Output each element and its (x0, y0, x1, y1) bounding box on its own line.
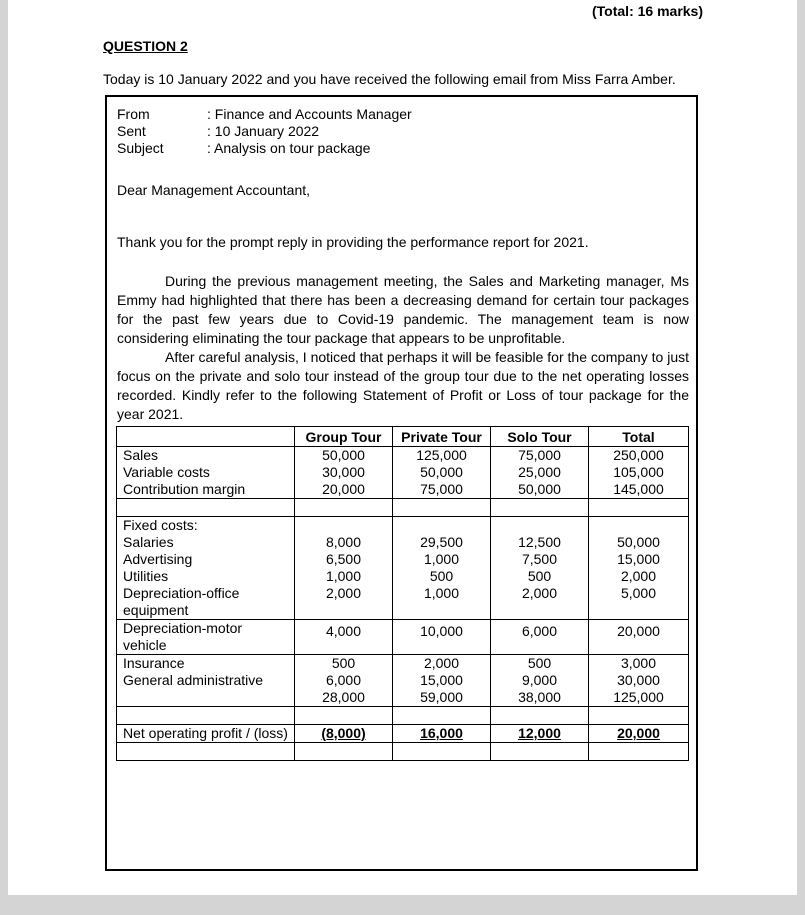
table-header-row (117, 427, 689, 447)
cell-value: 2,000 (423, 655, 460, 671)
cell-value: 50,000 (518, 481, 561, 497)
cell-value: 500 (429, 568, 454, 584)
label-depreciation-motor: Depreciation-motor vehicle (117, 620, 295, 655)
cell-value: 50,000 (617, 534, 660, 550)
page-side-margin-right (797, 0, 805, 915)
email-from-value: : Finance and Accounts Manager (207, 106, 412, 122)
table-row-insurance (117, 655, 689, 707)
group-values (295, 517, 393, 620)
spacer-cell (117, 499, 295, 517)
cell-value: 7,500 (521, 551, 558, 567)
cell-value: 5,000 (620, 585, 657, 601)
cell-value (491, 725, 589, 743)
label-depreciation-office: Depreciation-office equipment (123, 585, 240, 618)
intro-text: Today is 10 January 2022 and you have received the following email from Miss Farra Amber. (103, 71, 676, 87)
cell-value: 4,000 (295, 620, 393, 655)
email-from-label: From (117, 106, 150, 122)
total-values (589, 655, 689, 707)
net-solo: 12,000 (518, 725, 561, 741)
cell-value: 38,000 (518, 689, 561, 705)
email-sent-label: Sent (117, 123, 146, 139)
net-group: (8,000) (321, 725, 366, 741)
private-values (393, 655, 491, 707)
cell-value: 500 (527, 655, 552, 671)
total-values (589, 447, 689, 499)
profit-loss-table (116, 426, 689, 761)
cell-value: 3,000 (620, 655, 657, 671)
cell-value: 20,000 (322, 481, 365, 497)
cell-value: 75,000 (518, 447, 561, 463)
cell-value: 125,000 (613, 689, 664, 705)
cell-value: 9,000 (521, 672, 558, 688)
question-heading: QUESTION 2 (103, 38, 188, 54)
cell-value: 20,000 (589, 620, 689, 655)
label-insurance: Insurance (123, 655, 185, 671)
email-body (117, 272, 689, 424)
cell-value (295, 725, 393, 743)
private-values (393, 517, 491, 620)
row-labels (117, 655, 295, 707)
cell-value: 59,000 (420, 689, 463, 705)
cell-value: 28,000 (322, 689, 365, 705)
cell-value: 145,000 (613, 481, 664, 497)
table-spacer-row (117, 499, 689, 517)
email-thanks: Thank you for the prompt reply in providing the performance report for 2021. (117, 234, 589, 250)
cell-value: 1,000 (423, 585, 460, 601)
solo-values (491, 655, 589, 707)
cell-value: 2,000 (521, 585, 558, 601)
cell-value: 25,000 (518, 464, 561, 480)
header-blank (117, 427, 295, 447)
spacer-cell (491, 743, 589, 761)
label-fixed-costs: Fixed costs: (123, 517, 198, 533)
cell-value: 250,000 (613, 447, 664, 463)
spacer-cell (295, 707, 393, 725)
spacer-cell (393, 707, 491, 725)
cell-value: 6,000 (491, 620, 589, 655)
cell-value: 6,500 (325, 551, 362, 567)
cell-value: 15,000 (420, 672, 463, 688)
table-spacer-row (117, 707, 689, 725)
label-utilities: Utilities (123, 568, 169, 584)
header-total: Total (589, 427, 689, 447)
email-box (105, 95, 698, 871)
cell-value (393, 725, 491, 743)
table-row-motor (117, 620, 689, 655)
cell-value: 1,000 (423, 551, 460, 567)
private-values (393, 447, 491, 499)
cell-value: 75,000 (420, 481, 463, 497)
cell-value: 8,000 (325, 534, 362, 550)
cell-value: 105,000 (613, 464, 664, 480)
cell-value: 10,000 (393, 620, 491, 655)
net-total: 20,000 (617, 725, 660, 741)
label-general-admin: General administrative (123, 672, 264, 688)
spacer-cell (117, 707, 295, 725)
total-values (589, 517, 689, 620)
spacer-cell (295, 743, 393, 761)
cell-value: 15,000 (617, 551, 660, 567)
email-sent-value: : 10 January 2022 (207, 123, 320, 139)
spacer-cell (491, 499, 589, 517)
cell-value: 500 (331, 655, 356, 671)
cell-value: 6,000 (325, 672, 362, 688)
net-private: 16,000 (420, 725, 463, 741)
spacer-cell (393, 743, 491, 761)
spacer-cell (589, 499, 689, 517)
solo-values (491, 447, 589, 499)
cell-value: 29,500 (420, 534, 463, 550)
cell-value: 12,500 (518, 534, 561, 550)
label-variable-costs: Variable costs (123, 464, 210, 480)
total-marks: (Total: 16 marks) (592, 3, 703, 19)
cell-value: 1,000 (325, 568, 362, 584)
email-subject-value: : Analysis on tour package (207, 140, 371, 156)
header-solo-tour: Solo Tour (491, 427, 589, 447)
label-salaries: Salaries (123, 534, 174, 550)
table-row-fixed-costs (117, 517, 689, 620)
header-group-tour: Group Tour (295, 427, 393, 447)
spacer-cell (589, 743, 689, 761)
label-contribution-margin: Contribution margin (123, 481, 246, 497)
cell-value: 50,000 (322, 447, 365, 463)
email-greeting: Dear Management Accountant, (117, 182, 311, 198)
spacer-cell (589, 707, 689, 725)
page-gap (0, 895, 805, 915)
email-subject-label: Subject (117, 140, 164, 156)
cell-value: 30,000 (617, 672, 660, 688)
cell-value: 30,000 (322, 464, 365, 480)
spacer-cell (393, 499, 491, 517)
email-paragraph-1: During the previous management meeting, the Sales and Marketing manager, Ms Emmy had highlighted that there has been a decreasing demand for certain tour packages for the past few years due to Covid-19 pandemic. The management team is now considering eliminating the tour package that appears to be unprofitable. (117, 273, 689, 346)
table-spacer-row (117, 743, 689, 761)
header-private-tour: Private Tour (393, 427, 491, 447)
group-values (295, 447, 393, 499)
spacer-cell (117, 743, 295, 761)
label-sales: Sales (123, 447, 159, 463)
cell-value: 50,000 (420, 464, 463, 480)
label-advertising: Advertising (123, 551, 193, 567)
spacer-cell (491, 707, 589, 725)
cell-value: 2,000 (325, 585, 362, 601)
row-labels (117, 447, 295, 499)
cell-value: 125,000 (416, 447, 467, 463)
solo-values (491, 517, 589, 620)
group-values (295, 655, 393, 707)
cell-value: 500 (527, 568, 552, 584)
email-paragraph-2: After careful analysis, I noticed that perhaps it will be feasible for the company to just focus on the private and solo tour instead of the group tour due to the net operating losses recorded. Kindly refer to the following Statement of Profit or Loss of tour package for the year 2021. (117, 349, 689, 422)
cell-value (589, 725, 689, 743)
spacer-cell (295, 499, 393, 517)
cell-value: 2,000 (620, 568, 657, 584)
page-side-margin-left (0, 0, 8, 915)
row-labels (117, 517, 295, 620)
table-row-sales (117, 447, 689, 499)
table-row-net (117, 725, 689, 743)
label-net-operating: Net operating profit / (loss) (117, 725, 295, 743)
